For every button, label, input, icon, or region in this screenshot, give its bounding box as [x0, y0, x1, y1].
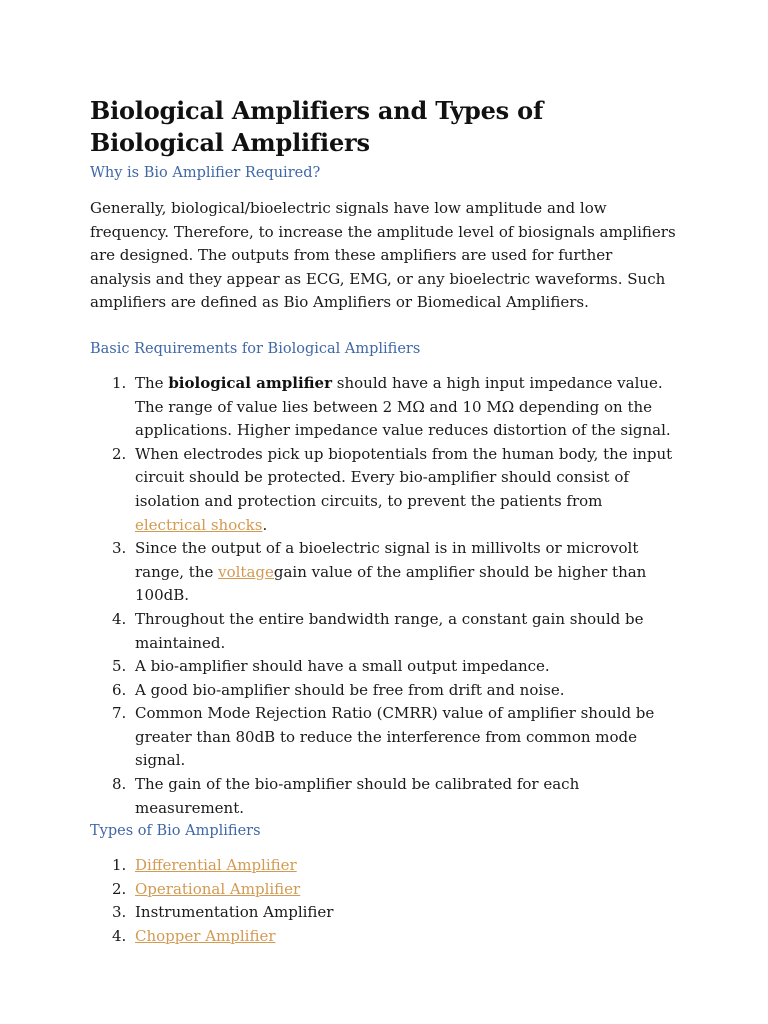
electrical-shocks-link[interactable]: electrical shocks — [135, 515, 263, 534]
types-list — [90, 854, 678, 948]
differential-amplifier-link[interactable]: Differential Amplifier — [135, 856, 297, 875]
list-number: 8. — [112, 775, 127, 794]
list-item — [90, 702, 678, 773]
item-text: should have a high input impedance value. The range of value lies between 2 MΩ and 10 MΩ depending on the applications. Higher impedance value reduces distortion of the signal. — [135, 373, 671, 440]
list-item — [90, 925, 678, 949]
section-heading-types: Types of Bio Amplifiers — [90, 823, 261, 840]
item-text: Common Mode Rejection Ratio (CMRR) value of amplifier should be greater than 80dB to reduce the interference from common mode signal. — [135, 704, 655, 770]
list-item — [90, 443, 678, 537]
list-item — [90, 608, 678, 655]
list-item — [90, 655, 678, 679]
item-text: Throughout the entire bandwidth range, a constant gain should be maintained. — [135, 609, 644, 652]
list-number: 6. — [112, 680, 127, 699]
list-number: 1. — [112, 373, 127, 392]
item-text: The gain of the bio-amplifier should be calibrated for each measurement. — [135, 775, 580, 817]
list-item — [90, 854, 678, 878]
chopper-amplifier-link[interactable]: Chopper Amplifier — [135, 927, 276, 946]
list-item — [90, 679, 678, 703]
list-item — [90, 773, 678, 820]
item-text: gain value of the amplifier should be higher than 100dB. — [135, 562, 647, 605]
section-heading-why: Why is Bio Amplifier Required? — [90, 165, 321, 181]
list-number: 7. — [112, 704, 127, 723]
page-title: Biological Amplifiers and Types of Biological Amplifiers — [90, 96, 544, 157]
item-text: The — [135, 373, 169, 392]
list-number: 3. — [112, 903, 127, 922]
item-text: A bio-amplifier should have a small output impedance. — [135, 657, 550, 676]
list-item — [90, 372, 678, 443]
operational-amplifier-link[interactable]: Operational Amplifier — [135, 879, 301, 898]
list-number: 2. — [112, 879, 127, 898]
item-text: Since the output of a bioelectric signal is in millivolts or microvolt range, the — [135, 539, 639, 581]
list-number: 1. — [112, 856, 127, 875]
list-item — [90, 537, 678, 608]
list-number: 3. — [112, 539, 127, 558]
list-item — [90, 901, 678, 925]
list-number: 4. — [112, 609, 127, 628]
list-item — [90, 878, 678, 902]
instrumentation-amplifier-text: Instrumentation Amplifier — [135, 903, 334, 922]
item-text: When electrodes pick up biopotentials from the human body, the input circuit should be protected. Every bio-amplifier should consist of isolation and protection circuits, to prevent the patients from — [135, 444, 673, 510]
list-number: 2. — [112, 444, 127, 463]
item-text: A good bio-amplifier should be free from drift and noise. — [135, 680, 565, 699]
list-number: 5. — [112, 657, 127, 676]
requirements-list — [90, 372, 678, 820]
intro-paragraph: Generally, biological/bioelectric signals have low amplitude and low frequency. Therefore, to increase the amplitude level of biosignals amplifiers are designed. The outputs from these amplifiers are used for further analysis and they appear as ECG, EMG, or any bioelectric waveforms. Such amplifiers are defined as Bio Amplifiers or Biomedical Amplifiers. — [90, 199, 676, 312]
section-heading-requirements: Basic Requirements for Biological Amplifiers — [90, 340, 421, 357]
item-text: . — [262, 515, 268, 534]
voltage-link[interactable]: voltage — [218, 562, 274, 581]
bold-term: biological amplifier — [168, 373, 332, 392]
list-number: 4. — [112, 927, 127, 946]
